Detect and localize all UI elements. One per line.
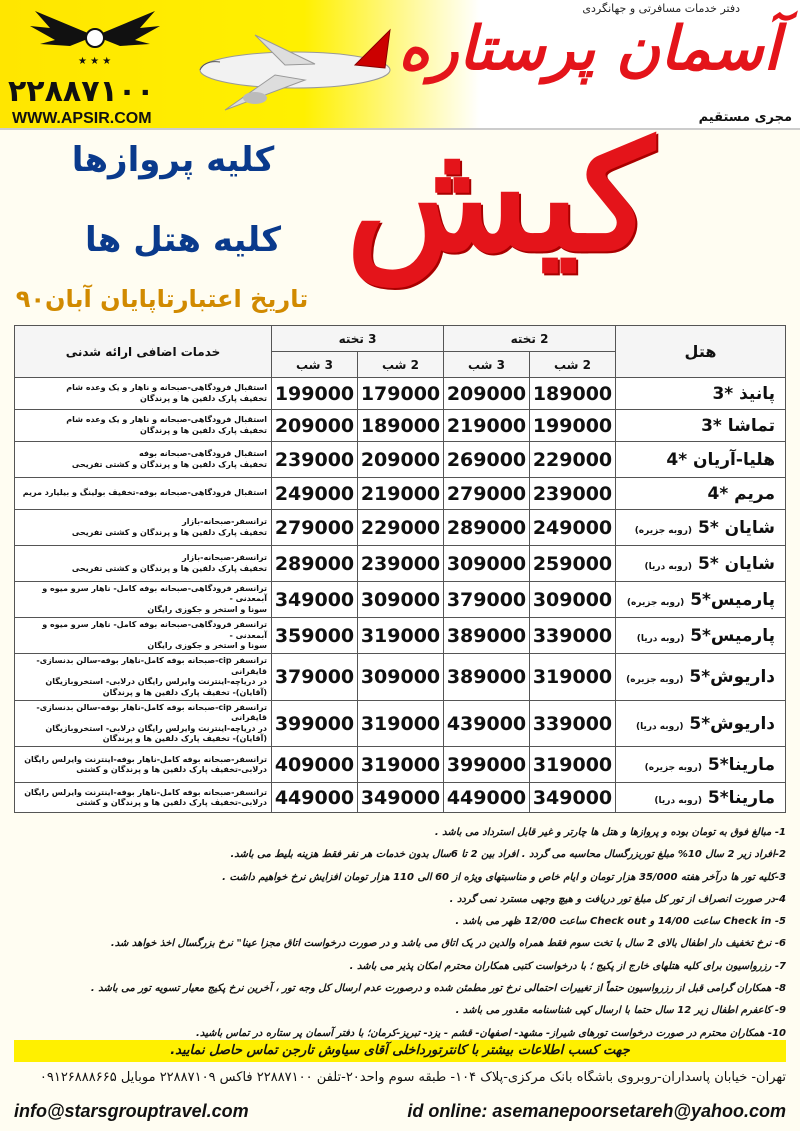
price-cell: 189000 xyxy=(530,378,616,410)
service-line: سونا و استخر و جکوزی رایگان xyxy=(147,604,267,614)
service-line: (آقایان)- تخفیف پارک دلفین ها و پرندگان xyxy=(102,734,267,744)
price-cell: 189000 xyxy=(358,410,444,442)
price-table-body xyxy=(15,378,786,813)
price-cell: 249000 xyxy=(272,478,358,510)
table-row xyxy=(15,410,786,442)
hotel-view-note: (روبه دریا) xyxy=(654,795,702,806)
price-cell: 339000 xyxy=(530,618,616,654)
hotel-name: هلیا-آریان *4 xyxy=(666,449,775,470)
price-cell: 319000 xyxy=(358,618,444,654)
price-cell: 229000 xyxy=(358,510,444,546)
services-cell xyxy=(15,618,272,654)
service-line: در دریاچه-اینترنت وایرلس رایگان درلابی- استخروبازیگان xyxy=(45,677,267,687)
email-link[interactable]: info@starsgrouptravel.com xyxy=(14,1100,249,1121)
price-cell: 219000 xyxy=(358,478,444,510)
price-cell: 309000 xyxy=(530,582,616,618)
price-cell: 309000 xyxy=(358,654,444,701)
table-row xyxy=(15,378,786,410)
hotel-name-cell xyxy=(616,442,786,478)
hotel-name-cell xyxy=(616,783,786,813)
price-cell: 289000 xyxy=(444,510,530,546)
note-item: 10- همکاران محترم در صورت درخواست تورهای شیراز- مشهد- اصفهان- قشم - یزد- تبریز-کرمان؛ با دفتر آسمان پر ستاره در تماس باشید. xyxy=(196,1027,786,1039)
services-cell xyxy=(15,378,272,410)
price-cell: 209000 xyxy=(272,410,358,442)
two-bed-3-nights-header: 3 شب xyxy=(444,352,530,378)
price-cell: 179000 xyxy=(358,378,444,410)
footer xyxy=(14,1098,786,1124)
service-line: تخفیف پارک دلفین ها و پرندگان و کشتی تفریحی xyxy=(71,563,267,573)
hotel-view-note: (روبه جزیره) xyxy=(626,597,685,608)
website-link[interactable]: WWW.APSIR.COM xyxy=(12,110,152,127)
three-bed-header: 3 تخته xyxy=(272,326,444,352)
price-cell: 219000 xyxy=(444,410,530,442)
service-line: درلابی-تخفیف پارک دلفین ها و پرندگان و کشتی xyxy=(76,797,267,807)
hotel-name-cell xyxy=(616,700,786,747)
note-item: 3-کلیه تور ها درآخر هفته 35/000 هزار تومان و ایام خاص و مناسبتهای ویژه از 60 الی 110 هزار تومان افزایش نرخ خواهیم داشت . xyxy=(222,871,786,883)
id-online-link[interactable]: id online: asemanepoorsetareh@yahoo.com xyxy=(407,1100,786,1121)
service-line: ترانسفر cip-صبحانه بوفه کامل-ناهار بوفه-سالن بدنسازی-قایقرانی xyxy=(36,702,267,723)
services-column-header: خدمات اضافی ارائه شدنی xyxy=(15,326,272,378)
table-row xyxy=(15,618,786,654)
hotel-name-cell xyxy=(616,618,786,654)
hotel-name: مارینا*5 xyxy=(707,754,775,775)
hotel-view-note: (روبه جزیره) xyxy=(634,525,693,536)
price-cell: 239000 xyxy=(358,546,444,582)
hotel-name: داریوش*5 xyxy=(689,667,775,688)
table-row xyxy=(15,546,786,582)
note-item: 5- Check in ساعت 14/00 و Check out ساعت 12/00 ظهر می باشد . xyxy=(455,916,786,928)
services-cell xyxy=(15,700,272,747)
hotel-name: شایان *5 xyxy=(697,517,775,538)
hotel-name: داریوش*5 xyxy=(689,713,775,734)
services-cell xyxy=(15,747,272,783)
price-table xyxy=(14,325,786,813)
service-line: تخفیف پارک دلفین ها و پرندگان و کشتی تفریحی xyxy=(71,459,267,469)
services-cell xyxy=(15,510,272,546)
price-cell: 389000 xyxy=(444,618,530,654)
table-row xyxy=(15,700,786,747)
agency-name: آسمان پرستاره xyxy=(398,14,780,84)
all-hotels-label: کلیه هتل ها xyxy=(85,220,281,260)
price-cell: 409000 xyxy=(272,747,358,783)
price-cell: 319000 xyxy=(530,654,616,701)
price-cell: 259000 xyxy=(530,546,616,582)
table-row xyxy=(15,442,786,478)
hotel-view-note: (روبه جزیره) xyxy=(644,762,702,773)
address-line: تهران- خیابان پاسداران-روبروی باشگاه بانک مرکزی-پلاک ۱۰۴- طبقه سوم واحد۲۰-تلفن ۲۲۸۸۷۱۰۰ فاکس ۲۲۸۸۷۱۰۹ موبایل ۰۹۱۲۶۸۸۸۶۶۵ xyxy=(39,1070,786,1085)
service-line: تخفیف پارک دلفین ها و پرندگان xyxy=(140,393,267,403)
hotel-view-note: (روبه جزیره) xyxy=(626,675,684,686)
service-line: استقبال فرودگاهی-صبحانه بوفه-تخفیف بولینگ و بیلیارد مریم xyxy=(22,488,267,498)
service-line: استقبال فرودگاهی-صبحانه و ناهار و یک وعده شام xyxy=(66,415,267,425)
service-line: در دریاچه-اینترنت وایرلس رایگان درلابی- استخروبازیگان xyxy=(45,723,267,733)
price-cell: 239000 xyxy=(530,478,616,510)
note-item: 6- نرخ تخفیف دار اطفال بالای 2 سال با تخت سوم فقط همراه والدین در یک اتاق می باشد و در صورت درخواست اتاق مجزا عینا" نرخ بزرگسال اخذ خواهد شد. xyxy=(110,938,786,950)
price-cell: 229000 xyxy=(530,442,616,478)
price-cell: 249000 xyxy=(530,510,616,546)
price-cell: 319000 xyxy=(358,747,444,783)
price-cell: 349000 xyxy=(272,582,358,618)
contact-banner: جهت کسب اطلاعات بیشتر با کانترتورداخلی آقای سیاوش تارجن تماس حاصل نمایید. xyxy=(14,1040,786,1062)
price-cell: 349000 xyxy=(530,783,616,813)
hotel-name-cell xyxy=(616,510,786,546)
hotel-view-note: (روبه دریا) xyxy=(636,633,685,644)
main-phone-number: ۲۲۸۸۷۱۰۰ xyxy=(8,74,155,109)
hotel-name: پانیذ *3 xyxy=(712,383,775,404)
price-cell: 399000 xyxy=(272,700,358,747)
hotel-name: پارمیس*5 xyxy=(690,625,775,646)
agency-subtitle: دفتر خدمات مسافرتی و جهانگردی xyxy=(582,2,740,15)
price-cell: 279000 xyxy=(272,510,358,546)
service-line: ترانسفر-صبحانه بوفه کامل-ناهار بوفه-اینترنت وایرلس رایگان xyxy=(24,787,267,797)
all-flights-label: کلیه پروازها xyxy=(71,140,275,180)
hotel-name: شایان *5 xyxy=(697,553,775,574)
services-cell xyxy=(15,442,272,478)
note-item: 1- مبالغ فوق به تومان بوده و پروازها و هتل ها چارتر و غیر قابل استرداد می باشد . xyxy=(434,827,786,838)
price-cell: 379000 xyxy=(444,582,530,618)
service-line: ترانسفر فرودگاهی-صبحانه بوفه کامل- ناهار سرو میوه و آبمعدنی - xyxy=(42,584,267,604)
price-cell: 239000 xyxy=(272,442,358,478)
service-line: استقبال فرودگاهی-صبحانه بوفه xyxy=(138,449,267,459)
price-cell: 309000 xyxy=(358,582,444,618)
hotel-name: تماشا *3 xyxy=(701,415,775,436)
three-bed-2-nights-header: 2 شب xyxy=(358,352,444,378)
price-cell: 309000 xyxy=(444,546,530,582)
price-cell: 199000 xyxy=(272,378,358,410)
service-line: سونا و استخر و جکوزی رایگان xyxy=(147,640,267,650)
svg-text:★ ★ ★: ★ ★ ★ xyxy=(78,56,112,66)
hotel-name-cell xyxy=(616,747,786,783)
price-cell: 349000 xyxy=(358,783,444,813)
destination-title: کیش xyxy=(346,109,654,285)
price-cell: 359000 xyxy=(272,618,358,654)
service-line: تخفیف پارک دلفین ها و پرندگان xyxy=(140,425,267,435)
price-cell: 279000 xyxy=(444,478,530,510)
hotel-name-cell xyxy=(616,410,786,442)
services-cell xyxy=(15,783,272,813)
hotel-name-cell xyxy=(616,378,786,410)
hotel-view-note: (روبه دریا) xyxy=(635,721,684,732)
table-row xyxy=(15,582,786,618)
hotel-name-cell xyxy=(616,478,786,510)
two-bed-2-nights-header: 2 شب xyxy=(530,352,616,378)
two-bed-header: 2 تخته xyxy=(444,326,616,352)
hotel-name: مارینا*5 xyxy=(707,787,775,808)
price-cell: 209000 xyxy=(358,442,444,478)
table-row xyxy=(15,747,786,783)
services-cell xyxy=(15,478,272,510)
hotel-column-header: هتل xyxy=(616,326,786,378)
service-line: ترانسفر cip-صبحانه بوفه کامل-ناهار بوفه-سالن بدنسازی-قایقرانی xyxy=(36,656,267,676)
price-cell: 399000 xyxy=(444,747,530,783)
service-line: (آقایان)- تخفیف پارک دلفین ها و پرندگان xyxy=(102,687,267,697)
service-line: استقبال فرودگاهی-صبحانه و ناهار و یک وعده شام xyxy=(66,383,267,393)
note-item: 7- رزرواسیون برای کلیه هتلهای خارج از پکیج ؛ با درخواست کتبی همکاران محترم امکان پذیر می باشد . xyxy=(349,960,786,972)
table-row xyxy=(15,783,786,813)
services-cell xyxy=(15,546,272,582)
service-line: ترانسفر فرودگاهی-صبحانه بوفه کامل- ناهار سرو میوه و آبمعدنی - xyxy=(42,620,267,640)
price-cell: 339000 xyxy=(530,700,616,747)
wings-logo-icon xyxy=(30,6,160,66)
table-row xyxy=(15,654,786,701)
service-line: ترانسفر-صبحانه بوفه کامل-ناهار بوفه-اینترنت وایرلس رایگان xyxy=(24,754,267,764)
table-row xyxy=(15,510,786,546)
price-cell: 389000 xyxy=(444,654,530,701)
table-row xyxy=(15,478,786,510)
hotel-name: مریم *4 xyxy=(707,483,775,504)
note-item: 4-در صورت انصراف از تور کل مبلغ تور دریافت و هیچ وجهی مسترد نمی گردد . xyxy=(449,893,786,905)
service-line: درلابی-تخفیف پارک دلفین ها و پرندگان و کشتی xyxy=(76,764,267,774)
direct-operator-label: مجری مستقیم xyxy=(698,110,792,125)
service-line: تخفیف پارک دلفین ها و پرندگان و کشتی تفریحی xyxy=(71,527,267,537)
price-cell: 269000 xyxy=(444,442,530,478)
note-item: 9- کاعفرم اطفال زیر 12 سال حتما با ارسال کپی شناسنامه مقدور می باشد . xyxy=(455,1005,786,1017)
price-cell: 449000 xyxy=(444,783,530,813)
note-item: 2-افراد زیر 2 سال 10% مبلغ توربزرگسال محاسبه می گردد . افراد بین 2 تا 6سال بدون خدمات هر نفر فقط هزینه بلیط می باشد. xyxy=(230,849,786,861)
hotel-view-note: (روبه دریا) xyxy=(644,561,693,572)
hotel-name: پارمیس*5 xyxy=(690,589,775,610)
hotel-name-cell xyxy=(616,654,786,701)
services-cell xyxy=(15,582,272,618)
service-line: ترانسفر-صبحانه-بازار xyxy=(182,553,267,563)
note-item: 8- همکاران گرامی قبل از رزرواسیون حتماً از تغییرات احتمالی نرخ تور مطمئن شده و درصورت عدم ارسال کل وجه تور ، آخرین نرخ پکیج معیار تسویه تور می باشد . xyxy=(90,983,786,995)
hotel-name-cell xyxy=(616,582,786,618)
services-cell xyxy=(15,410,272,442)
three-bed-3-nights-header: 3 شب xyxy=(272,352,358,378)
price-cell: 289000 xyxy=(272,546,358,582)
price-cell: 209000 xyxy=(444,378,530,410)
price-cell: 379000 xyxy=(272,654,358,701)
price-cell: 319000 xyxy=(530,747,616,783)
validity-date: تاریخ اعتبارتاپایان آبان۹۰ xyxy=(15,285,309,313)
price-cell: 439000 xyxy=(444,700,530,747)
hotel-name-cell xyxy=(616,546,786,582)
price-cell: 449000 xyxy=(272,783,358,813)
airplane-icon xyxy=(185,20,395,115)
price-cell: 319000 xyxy=(358,700,444,747)
service-line: ترانسفر-صبحانه-بازار xyxy=(182,517,267,527)
price-cell: 199000 xyxy=(530,410,616,442)
services-cell xyxy=(15,654,272,701)
terms-notes xyxy=(14,822,786,1045)
